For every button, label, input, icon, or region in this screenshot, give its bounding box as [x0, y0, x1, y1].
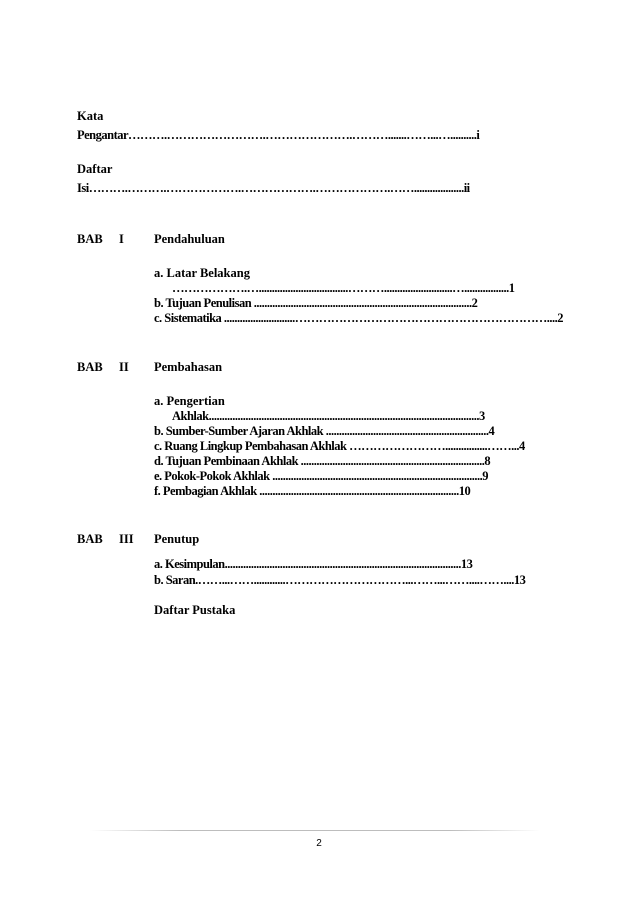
daftar-word: Daftar	[77, 162, 113, 176]
toc-item-line: f. Pembagian Akhlak ............................................................................10	[154, 484, 471, 498]
toc-item-line: c. Sistematika ...........................………………………………………………………....2	[154, 311, 564, 325]
toc-item-line: c. Ruang Lingkup Pembahasan Akhlak ……………………................……...4	[154, 439, 525, 453]
toc-item-line: d. Tujuan Pembinaan Akhlak ......................................................................8	[154, 454, 491, 468]
toc-item-line: b. Tujuan Penulisan ...................................................................................2	[154, 296, 478, 310]
bab-number: I	[119, 232, 124, 246]
toc-item-head: a. Pengertian	[154, 394, 225, 408]
toc-entry-daftar-isi: Isi……….……….……………….……………….……………….……...................ii	[77, 181, 470, 195]
page-number: 2	[316, 838, 322, 849]
toc-item-line: ……………….…..................................………..........................….................1	[172, 281, 515, 295]
toc-entry-kata-pengantar: Pengantar……….…………………….………………….……….......……...…..........i	[77, 128, 480, 142]
kata-word: Kata	[77, 109, 104, 123]
bab-number: III	[119, 532, 134, 546]
bab-label: BAB	[77, 360, 103, 374]
toc-item-line: Akhlak.......................................................................................................3	[172, 409, 485, 423]
toc-item-line: e. Pokok-Pokok Akhlak ................................................................................9	[154, 469, 488, 483]
chapter-title: Penutup	[154, 532, 200, 546]
toc-item-line: b. Sumber-Sumber Ajaran Akhlak ..............................................................4	[154, 424, 495, 438]
toc-item-line: a. Kesimpulan..........................................................................................13	[154, 557, 473, 571]
bab-number: II	[119, 360, 129, 374]
daftar-pustaka-entry: Daftar Pustaka	[154, 603, 236, 617]
toc-item-head: a. Latar Belakang	[154, 266, 250, 280]
toc-item-line: b. Saran.……...……............…………………………...……...……....……....13	[154, 573, 526, 587]
bab-label: BAB	[77, 232, 103, 246]
footer-divider	[90, 830, 540, 831]
chapter-title: Pendahuluan	[154, 232, 225, 246]
chapter-title: Pembahasan	[154, 360, 223, 374]
bab-label: BAB	[77, 532, 103, 546]
